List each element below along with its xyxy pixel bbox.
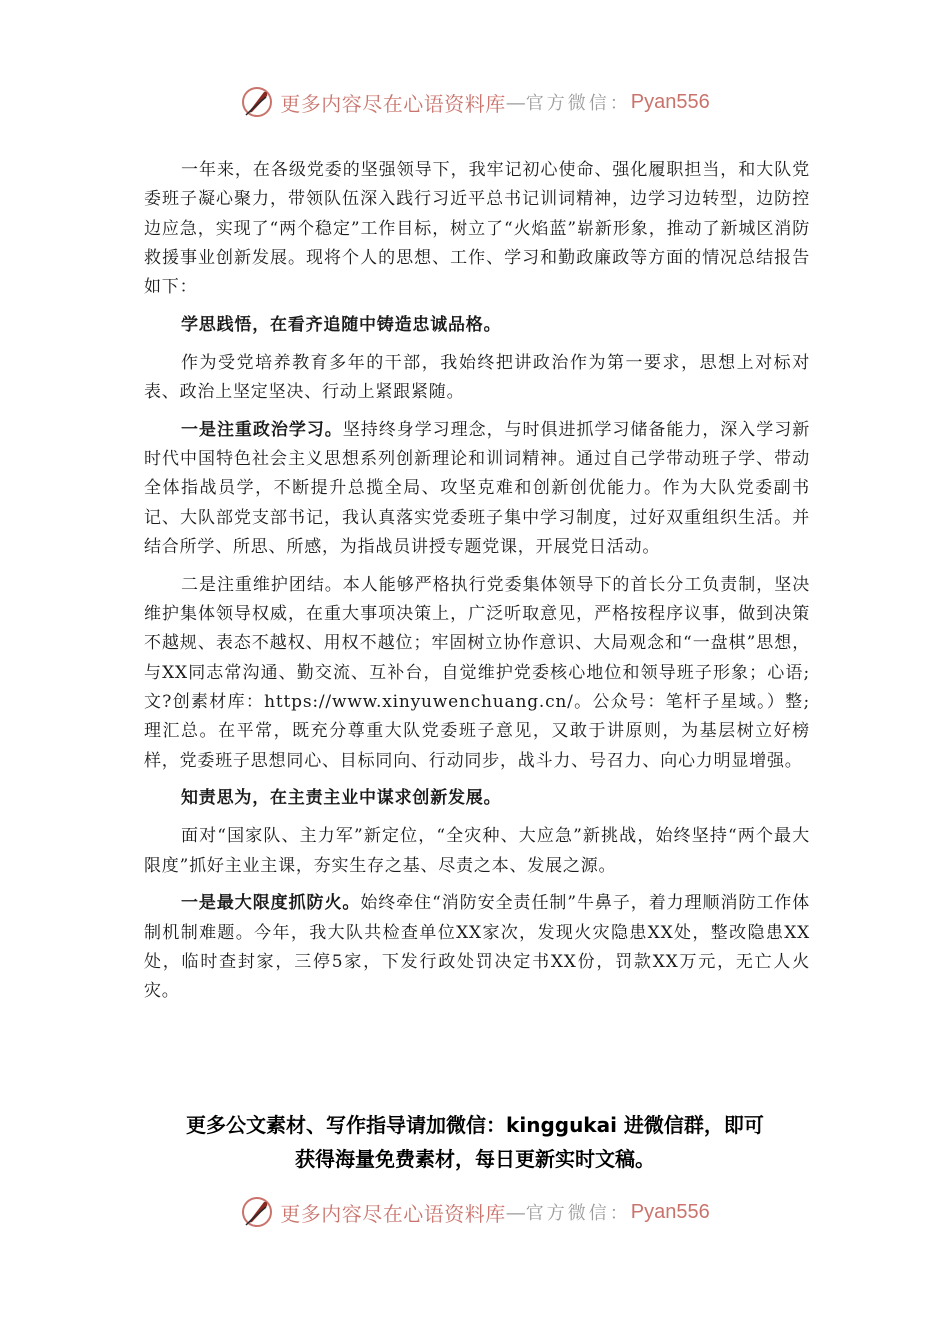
banner-sub-text: 官方微信： — [525, 93, 631, 114]
header-banner — [0, 82, 950, 122]
paragraph-text: 作为受党培养教育多年的干部，我始终把讲政治作为第一要求，思想上对标对表、政治上坚定坚决、行动上紧跟紧随。 — [144, 352, 810, 403]
paragraph-text: 坚持终身学习理念，与时俱进抓学习储备能力，深入学习新时代中国特色社会主义思想系列创新理论和训词精神。通过自己学带动班子学、带动全体指战员学，不断提升总揽全局、攻坚克难和创新创优能力。作为大队党委副书记、大队部党支部书记，我认真落实党委班子集中学习制度，过好双重组织生活。并结合所学、所思、所感，为指战员讲授专题党课，开展党日活动。 — [144, 419, 810, 558]
promo-line-2: 获得海量免费素材，每日更新实时文稿。 — [295, 1147, 655, 1171]
footer-banner — [0, 1192, 950, 1232]
paragraph — [144, 156, 810, 302]
section-heading: 知责思为，在主责主业中谋求创新发展。 — [181, 788, 502, 809]
paragraph — [144, 571, 810, 776]
quill-pen-logo-icon — [240, 85, 274, 119]
banner-dash: — — [505, 90, 526, 114]
banner-wechat-id: Pyan556 — [630, 90, 710, 113]
paragraph — [144, 822, 810, 881]
paragraph-lead: 一是注重政治学习。 — [181, 419, 343, 440]
banner-wechat-id: Pyan556 — [630, 1200, 710, 1223]
banner-dash: — — [505, 1200, 526, 1224]
banner-main-text: 更多内容尽在心语资料库 — [280, 91, 506, 116]
paragraph — [144, 349, 810, 408]
document-body — [144, 156, 810, 1007]
paragraph-text: 面对“国家队、主力军”新定位，“全灾种、大应急”新挑战，始终坚持“两个最大限度”抓好主业主课，夯实生存之基、尽责之本、发展之源。 — [144, 826, 810, 876]
paragraph-text: 一年来，在各级党委的坚强领导下，我牢记初心使命、强化履职担当，和大队党委班子凝心聚力，带领队伍深入践行习近平总书记训词精神，边学习边转型，边防控边应急，实现了“两个稳定”工作目标，树立了“火焰蓝”崭新形象，推动了新城区消防救援事业创新发展。现将个人的思想、工作、学习和勤政廉政等方面的情况总结报告如下： — [144, 160, 810, 298]
paragraph-text: 始终牵住“消防安全责任制”牛鼻子，着力理顺消防工作体制机制难题。今年，我大队共检查单位XX家次，发现火灾隐患XX处，整改隐患XX处，临时查封家，三停5家，下发行政处罚决定书XX份，罚款XX万元，无亡人火灾。 — [144, 893, 810, 1002]
section-heading: 学思践悟，在看齐追随中铸造忠诚品格。 — [181, 314, 502, 335]
quill-pen-logo-icon — [240, 1195, 274, 1229]
banner-main-text: 更多内容尽在心语资料库 — [280, 1201, 506, 1226]
banner-sub-text: 官方微信： — [525, 1203, 631, 1224]
promo-notice — [0, 1108, 950, 1176]
paragraph-text: 二是注重维护团结。本人能够严格执行党委集体领导下的首长分工负责制，坚决维护集体领导权威，在重大事项决策上，广泛听取意见，严格按程序议事，做到决策不越规、表态不越权、用权不越位；牢固树立协作意识、大局观念和“一盘棋”思想，与XX同志常沟通、勤交流、互补台，自觉维护党委核心地位和领导班子形象；心语;文?创素材库：https://www.xinyuwenchuang.cn/。公众号：笔杆子星域。）整;理汇总。在平常，既充分尊重大队党委班子意见，又敢于讲原则，为基层树立好榜样，党委班子思想同心、目标同向、行动同步，战斗力、号召力、向心力明显增强。 — [144, 574, 810, 771]
promo-line-1: 更多公文素材、写作指导请加微信：kinggukai 进微信群，即可 — [186, 1113, 764, 1137]
paragraph — [144, 416, 810, 562]
paragraph-lead: 一是最大限度抓防火。 — [181, 893, 361, 914]
paragraph — [144, 889, 810, 1006]
